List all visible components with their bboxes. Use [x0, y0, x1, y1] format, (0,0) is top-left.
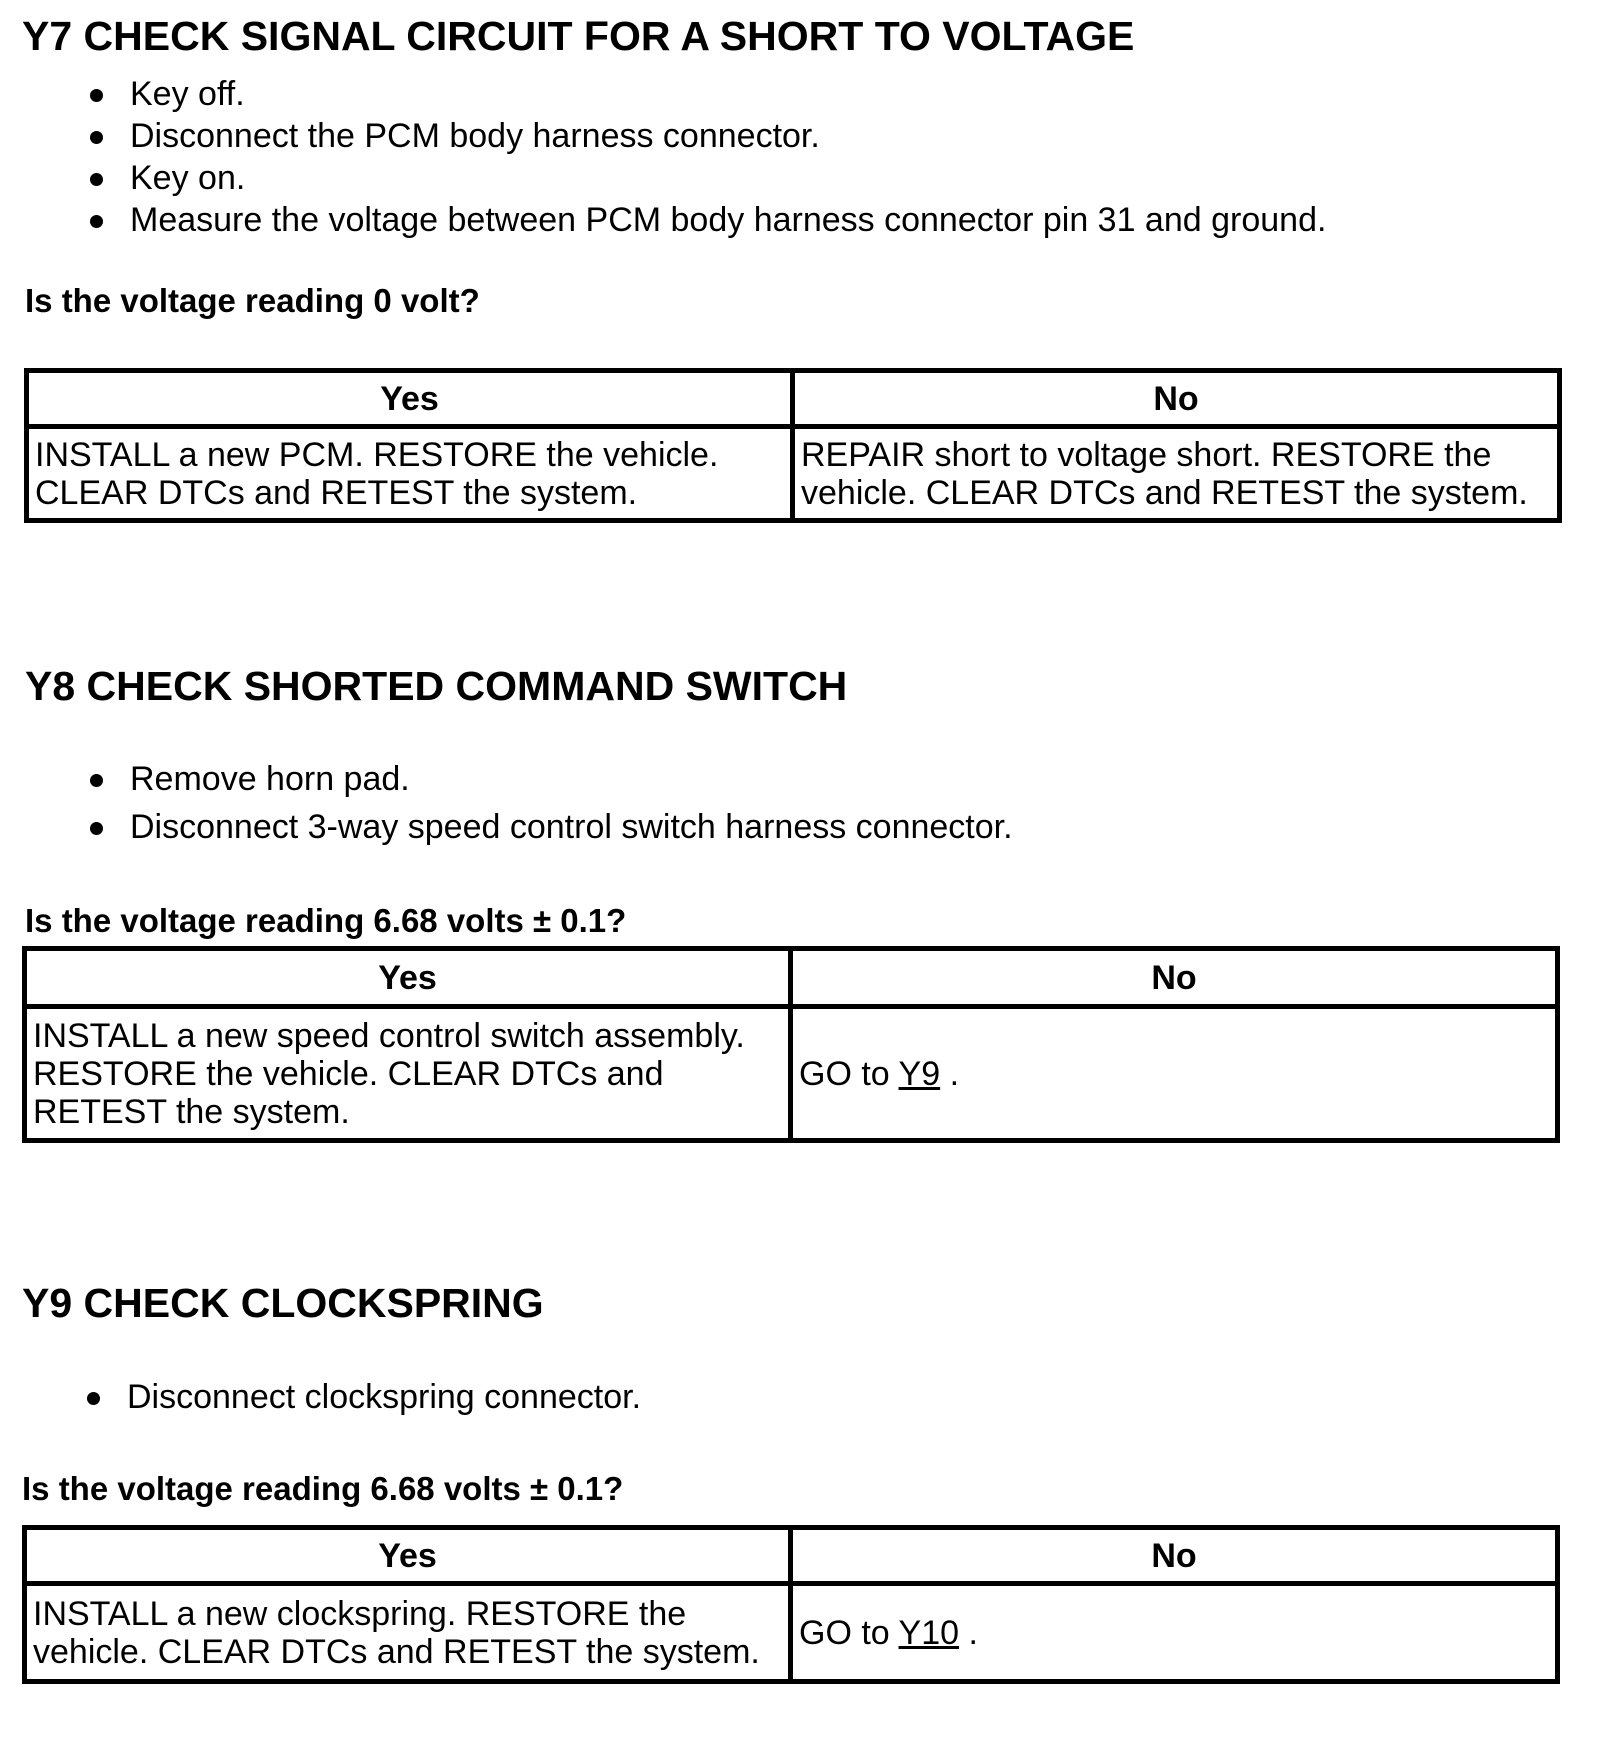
- list-item: Measure the voltage between PCM body harness connector pin 31 and ground.: [130, 203, 1326, 245]
- instruction-list: [130, 77, 1326, 245]
- no-header: No: [791, 1528, 1558, 1584]
- question: Is the voltage reading 6.68 volts ± 0.1?: [25, 902, 627, 939]
- bullet-icon: [90, 173, 103, 186]
- step-title: Y8 CHECK SHORTED COMMAND SWITCH: [25, 663, 848, 709]
- no-action: GO to Y10 .: [791, 1584, 1558, 1682]
- question: Is the voltage reading 0 volt?: [25, 282, 480, 319]
- no-action: REPAIR short to voltage short. RESTORE the vehicle. CLEAR DTCs and RETEST the system.: [793, 427, 1560, 521]
- list-item: Disconnect clockspring connector.: [127, 1380, 641, 1428]
- no-action: GO to Y9 .: [791, 1007, 1558, 1141]
- step-title: Y7 CHECK SIGNAL CIRCUIT FOR A SHORT TO VOLTAGE: [22, 13, 1135, 59]
- no-header: No: [793, 371, 1560, 427]
- bullet-icon: [90, 822, 103, 835]
- list-item: Key off.: [130, 77, 1326, 119]
- yes-action: INSTALL a new PCM. RESTORE the vehicle. CLEAR DTCs and RETEST the system.: [27, 427, 793, 521]
- yes-header: Yes: [25, 949, 791, 1007]
- bullet-icon: [90, 89, 103, 102]
- no-header: No: [791, 949, 1558, 1007]
- go-to-y9-link[interactable]: Y9: [898, 1054, 941, 1093]
- result-table: [22, 946, 1560, 1143]
- list-item: Key on.: [130, 161, 1326, 203]
- go-to-y10-link[interactable]: Y10: [898, 1613, 960, 1652]
- bullet-icon: [87, 1392, 100, 1405]
- list-item: Disconnect the PCM body harness connector.: [130, 119, 1326, 161]
- bullet-icon: [90, 215, 103, 228]
- yes-action: INSTALL a new clockspring. RESTORE the vehicle. CLEAR DTCs and RETEST the system.: [25, 1584, 791, 1682]
- instruction-list: [127, 1380, 641, 1428]
- bullet-icon: [90, 774, 103, 787]
- result-table: [24, 368, 1562, 523]
- result-table: [22, 1525, 1560, 1684]
- bullet-icon: [90, 131, 103, 144]
- yes-header: Yes: [27, 371, 793, 427]
- list-item: Disconnect 3-way speed control switch harness connector.: [130, 810, 1013, 858]
- step-title: Y9 CHECK CLOCKSPRING: [22, 1280, 544, 1326]
- instruction-list: [130, 762, 1013, 858]
- yes-action: INSTALL a new speed control switch assembly. RESTORE the vehicle. CLEAR DTCs and RETEST the system.: [25, 1007, 791, 1141]
- question: Is the voltage reading 6.68 volts ± 0.1?: [22, 1470, 624, 1507]
- yes-header: Yes: [25, 1528, 791, 1584]
- list-item: Remove horn pad.: [130, 762, 1013, 810]
